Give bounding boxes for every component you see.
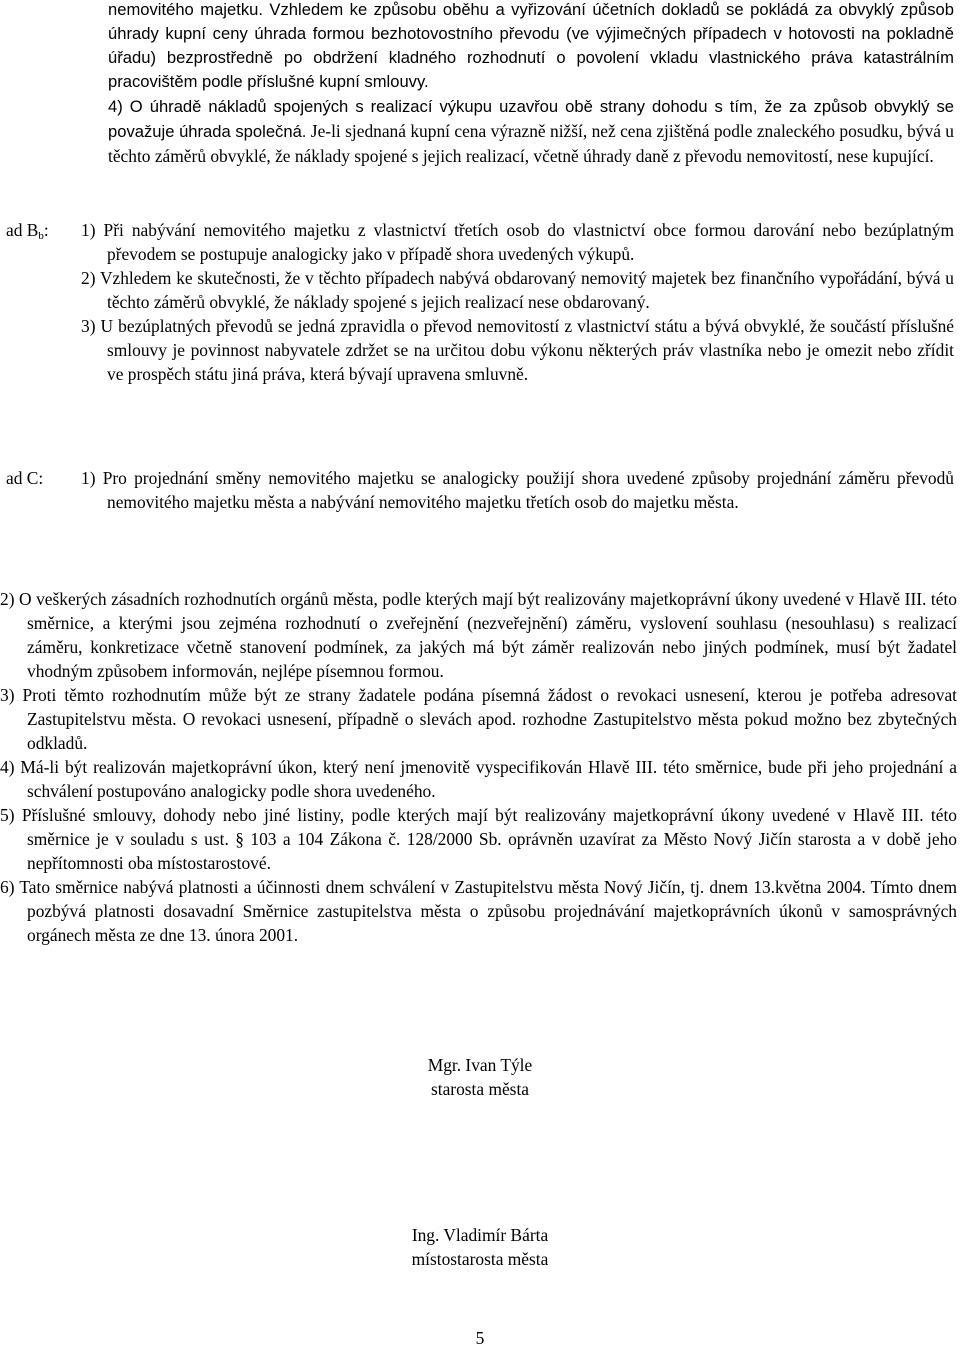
signature-name: Ing. Vladimír Bárta (411, 1225, 549, 1245)
section-label-suffix: : (43, 220, 49, 240)
signature-role: místostarosta města (411, 1249, 549, 1269)
signature-mayor (0, 1053, 960, 1101)
ad-bb-item-2: 2) Vzhledem ke skutečnosti, že v těchto případech nabývá obdarovaný nemovitý majetek bez finančního vypořádání, bývá u těchto záměrů obvyklé, že náklady spojené s jejich realizací nese obdarovaný. (81, 268, 954, 312)
section-label-ad-c: ad C: (6, 468, 44, 488)
ad-c-item-1: 1) Pro projednání směny nemovitého majetku se analogicky použijí shora uvedené způsoby projednání záměru převodů nemovitého majetku města a nabývání nemovitého majetku třetích osob do majetku města. (81, 468, 954, 512)
signature-deputy-mayor (0, 1223, 960, 1271)
section-label-ad-bb (6, 218, 49, 248)
section-label-subscript: b (38, 230, 44, 242)
intro-item-4-serif: Je-li sjednaná kupní cena výrazně nižší, než cena zjištěná podle znaleckého posudku, bývá u těchto záměrů obvyklé, že náklady spojené s jejich realizací, včetně úhrady daně z převodu nemovitostí, nese kupující. (108, 121, 954, 166)
ad-c-section (81, 466, 954, 514)
main-item-2: 2) O veškerých zásadních rozhodnutích orgánů města, podle kterých mají být realizovány majetkoprávní úkony uvedené v Hlavě III. této směrnice, a kterými jsou zejména rozhodnutí o zveřejnění (nezveřejnění) záměru, vyslovení souhlasu (nesouhlasu) s realizací záměru, konkretizace včetně stanovení podmínek, za jakých má být záměr realizován nebo jiných podmínek, musí být žadatel vhodným způsobem informován, nejlépe písemnou formou. (0, 589, 957, 681)
intro-paragraph: nemovitého majetku. Vzhledem ke způsobu oběhu a vyřizování účetních dokladů se pokládá za obvyklý způsob úhrady kupní ceny úhrada formou bezhotovostního převodu (ve výjimečných případech v hotovosti na pokladně úřadu) bezprostředně po obdržení kladného rozhodnutí o povolení vkladu vlastnického práva katastrálním pracovištěm podle příslušné kupní smlouvy. (108, 0, 954, 91)
signature-role: starosta města (430, 1079, 530, 1099)
section-label-prefix: ad B (6, 220, 39, 240)
main-item-3: 3) Proti těmto rozhodnutím může být ze strany žadatele podána písemná žádost o revokaci usnesení, kterou je potřeba adresovat Zastupitelstvu města. O revokaci usnesení, případně o slevách apod. rozhodne Zastupitelstvo města pokud možno bez zbytečných odkladů. (0, 685, 957, 753)
intro-item-4 (108, 94, 954, 168)
intro-section (108, 0, 954, 168)
main-item-4: 4) Má-li být realizován majetkoprávní úkon, který není jmenovitě vyspecifikován Hlavě III. této směrnice, bude při jeho projednání a schválení postupováno analogicky podle shora uvedeného. (0, 757, 957, 801)
intro-item-4-sans: 4) O úhradě nákladů spojených s realizací výkupu uzavřou obě strany dohodu s tím, že za způsob obvyklý se považuje úhrada společná. (108, 97, 954, 141)
page-number: 5 (475, 1328, 485, 1348)
ad-bb-item-1: 1) Při nabývání nemovitého majetku z vlastnictví třetích osob do vlastnictví obce formou darování nebo bezúplatným převodem se postupuje analogicky jako v případě shora uvedených výkupů. (81, 220, 954, 264)
main-item-5: 5) Příslušné smlouvy, dohody nebo jiné listiny, podle kterých mají být realizovány majetkoprávní úkony uvedené v Hlavě III. této směrnice je v souladu s ust. § 103 a 104 Zákona č. 128/2000 Sb. oprávněn uzavírat za Město Nový Jičín starosta a v době jeho nepřítomnosti oba místostarostové. (0, 805, 957, 873)
signature-name: Mgr. Ivan Týle (427, 1055, 533, 1075)
ad-bb-item-3: 3) U bezúplatných převodů se jedná zpravidla o převod nemovitostí z vlastnictví státu a bývá obvyklé, že součástí příslušné smlouvy je povinnost nabyvatele zdržet se na určitou dobu výkonu některých práv vlastníka nebo je omezit nebo zřídit ve prospěch státu jiná práva, která bývají upravena smluvně. (81, 316, 954, 384)
main-items-section (0, 587, 957, 947)
main-item-6: 6) Tato směrnice nabývá platnosti a účinnosti dnem schválení v Zastupitelstvu města Nový Jičín, tj. dnem 13.května 2004. Tímto dnem pozbývá platnosti dosavadní Směrnice zastupitelstva města o způsobu projednávání majetkoprávních úkonů v samosprávných orgánech města ze dne 13. února 2001. (0, 877, 957, 945)
ad-bb-section (81, 218, 954, 386)
